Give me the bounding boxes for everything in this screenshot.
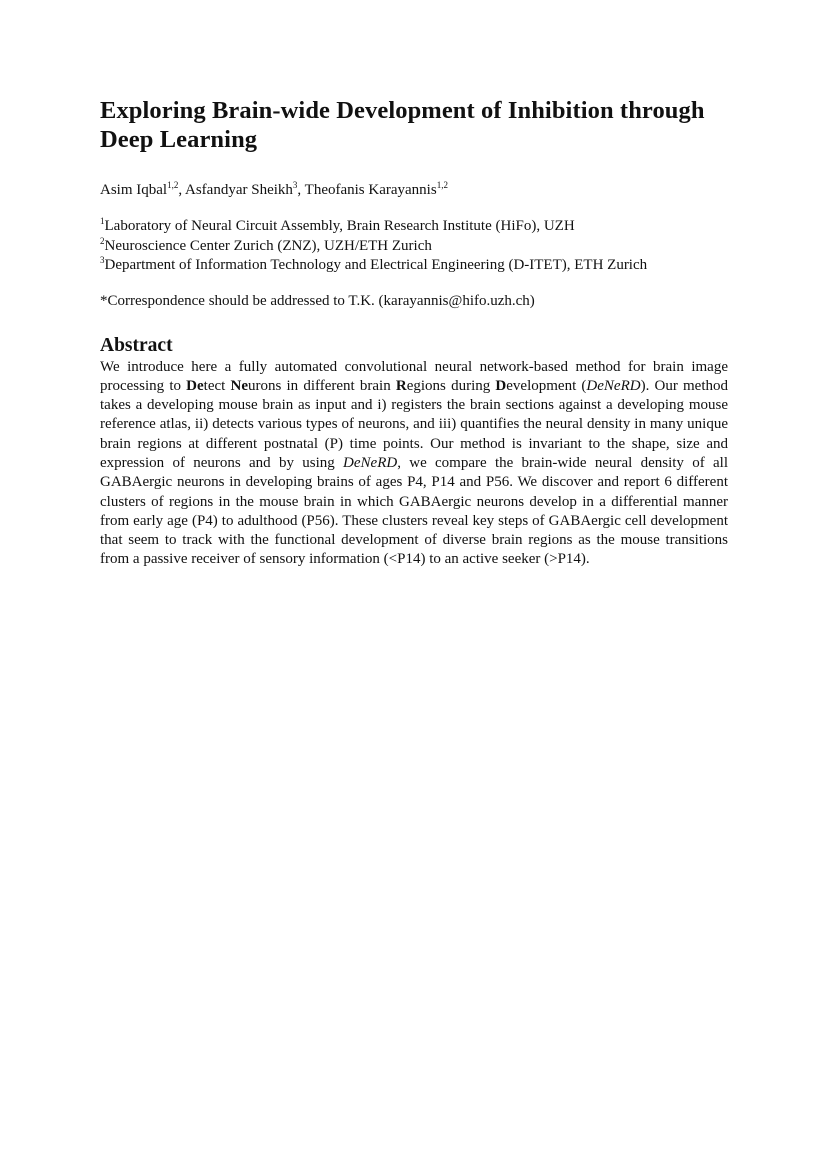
- method-name: DeNeRD: [343, 454, 398, 471]
- affiliation-marker: 2: [100, 235, 105, 246]
- paper-title: Exploring Brain-wide Development of Inhibition through Deep Learning: [100, 97, 705, 153]
- author-name: Theofanis Karayannis: [304, 182, 437, 198]
- abstract-text: tect: [203, 377, 231, 394]
- abstract-text: ). Our method takes a developing mouse brain as input and i) registers the brain sections against a developing mouse reference atlas, ii) detects various types of neurons, and iii) quantifies the neural density in many unique brain regions at different postnatal (P) time points. Our method is invariant to the shape, size and expression of neurons and by using: [100, 377, 728, 471]
- affiliation-list: [100, 217, 730, 276]
- author-separator: ,: [297, 182, 305, 198]
- affiliation-text: Neuroscience Center Zurich (ZNZ), UZH/ETH Zurich: [104, 237, 432, 254]
- abstract-text: We introduce here a fully automated convolutional neural network-based method for brain image processing to: [100, 358, 728, 394]
- author-affiliation-marker: 1,2: [167, 180, 179, 190]
- abstract-acronym-letters: D: [495, 377, 507, 394]
- abstract-text: urons in different brain: [248, 377, 396, 394]
- method-name: DeNeRD: [586, 377, 641, 394]
- abstract-text: evelopment (: [506, 377, 587, 394]
- affiliation-marker: 1: [100, 216, 105, 226]
- author-name: Asim Iqbal: [100, 182, 168, 198]
- abstract-acronym-letters: De: [186, 377, 204, 394]
- author-list: [100, 181, 730, 200]
- author-affiliation-marker: 3: [292, 180, 298, 190]
- abstract-acronym-letters: Ne: [230, 377, 248, 394]
- affiliation-item: [100, 217, 730, 237]
- author-separator: ,: [178, 182, 186, 198]
- author-name: Asfandyar Sheikh: [185, 182, 293, 198]
- affiliation-marker: 3: [100, 255, 105, 265]
- affiliation-item: [100, 237, 730, 257]
- affiliation-text: Laboratory of Neural Circuit Assembly, Brain Research Institute (HiFo), UZH: [104, 218, 575, 234]
- correspondence-note: *Correspondence should be addressed to T.K. (karayannis@hifo.uzh.ch): [100, 292, 535, 309]
- affiliation-text: Department of Information Technology and Electrical Engineering (D-ITET), ETH Zurich: [104, 257, 648, 273]
- paper-page: [100, 96, 730, 570]
- abstract-text: , we compare the brain-wide neural density of all GABAergic neurons in developing brains of ages P4, P14 and P56. We discover and report 6 different clusters of regions in the mouse brain in which GABAergic neurons develop in a differential manner from early age (P4) to adulthood (P56). These clusters reveal key steps of GABAergic cell development that seem to track with the functional development of diverse brain regions as the mouse transitions from a passive receiver of sensory information (<P14) to an active seeker (>P14).: [100, 454, 728, 568]
- affiliation-item: [100, 256, 730, 276]
- abstract-acronym-letters: R: [395, 377, 407, 394]
- author-affiliation-marker: 1,2: [436, 180, 448, 190]
- abstract-heading: Abstract: [100, 334, 173, 356]
- abstract-body: [100, 358, 728, 570]
- abstract-text: egions during: [406, 377, 496, 394]
